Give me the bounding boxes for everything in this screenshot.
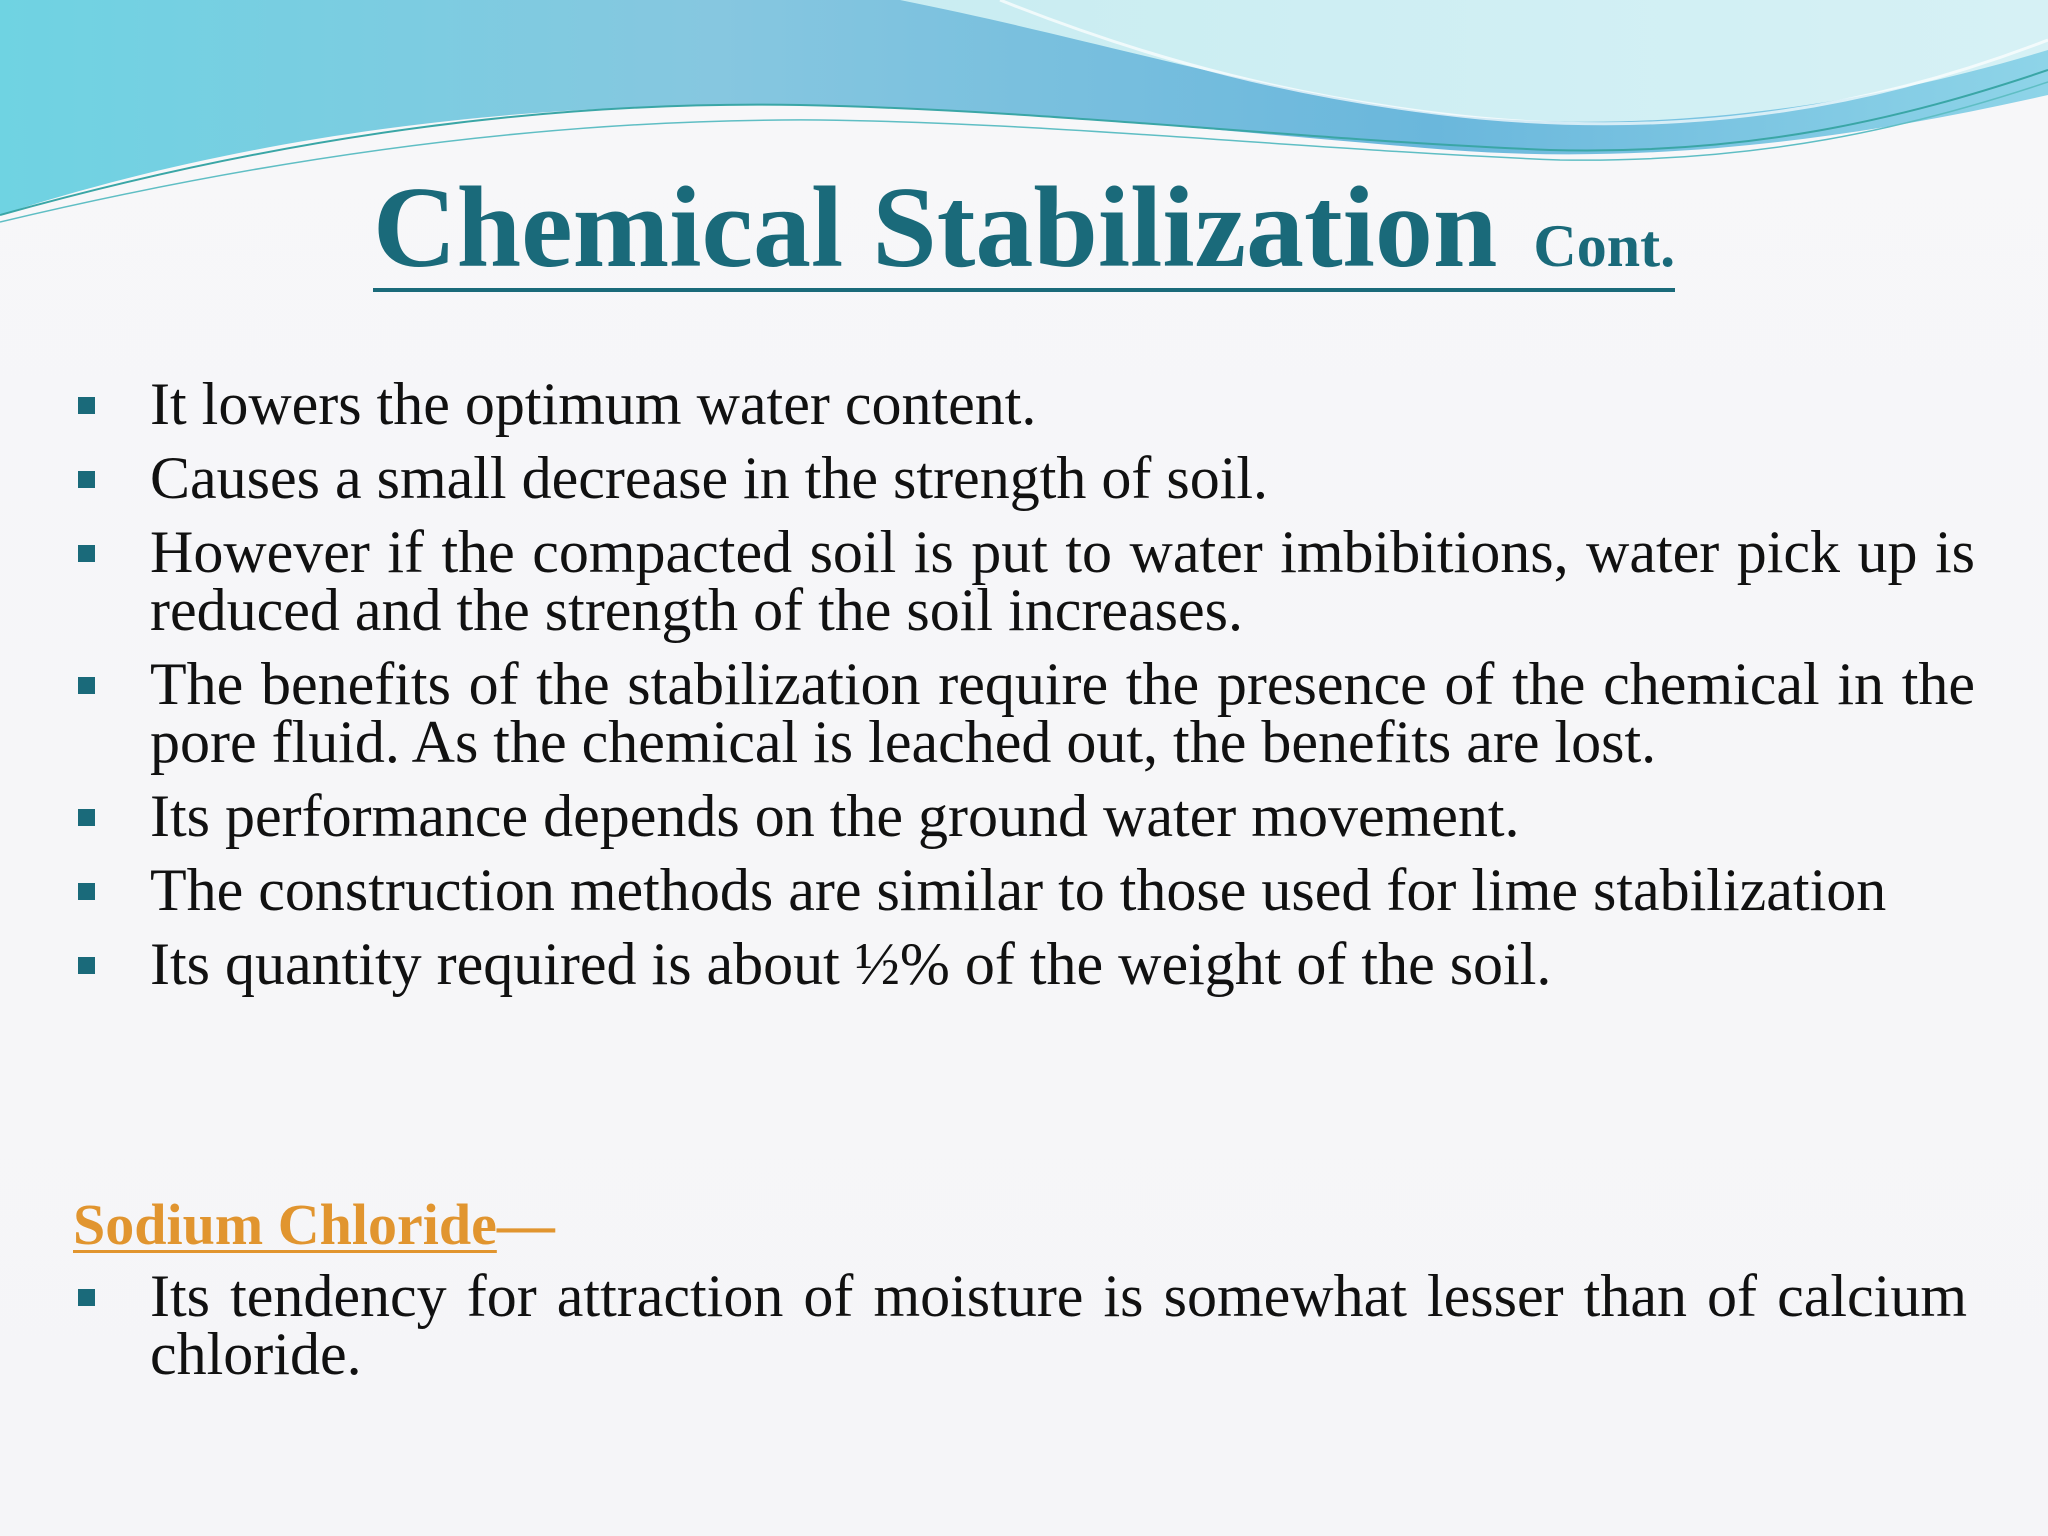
square-bullet-icon: [78, 677, 95, 694]
bullet-item: [75, 1263, 1967, 1387]
square-bullet-icon: [78, 1289, 95, 1306]
square-bullet-icon: [78, 397, 95, 414]
bullet-list: [75, 371, 1975, 1009]
bullet-text: Causes a small decrease in the strength of soil.: [150, 445, 1269, 511]
bullet-item: [75, 857, 1975, 923]
subheading-dash: —: [496, 1192, 555, 1257]
bullet-item: [75, 651, 1975, 775]
bullet-item: [75, 783, 1975, 849]
bullet-item: [75, 445, 1975, 511]
square-bullet-icon: [78, 957, 95, 974]
square-bullet-icon: [78, 545, 95, 562]
bullet-text: The benefits of the stabilization require the presence of the chemical in the pore fluid. As the chemical is leached out, the benefits are lost.: [150, 651, 1975, 775]
bullet-text: The construction methods are similar to those used for lime stabilization: [150, 857, 1887, 923]
bullet-list-sodium-chloride: [75, 1263, 1967, 1399]
bullet-item: [75, 519, 1975, 643]
subheading-text: Sodium Chloride: [73, 1192, 497, 1257]
bullet-text: Its performance depends on the ground water movement.: [150, 783, 1520, 849]
bullet-text: However if the compacted soil is put to water imbibitions, water pick up is reduced and the strength of the soil increases.: [150, 519, 1975, 643]
bullet-text: Its tendency for attraction of moisture is somewhat lesser than of calcium chloride.: [150, 1263, 1967, 1387]
square-bullet-icon: [78, 809, 95, 826]
bullet-item: [75, 371, 1975, 437]
bullet-text: It lowers the optimum water content.: [150, 371, 1037, 437]
square-bullet-icon: [78, 471, 95, 488]
title-main-text: Chemical Stabilization: [372, 164, 1498, 292]
title-underline: [372, 164, 1676, 292]
slide-title: [0, 164, 2048, 292]
bullet-item: [75, 931, 1975, 997]
title-suffix-text: Cont.: [1533, 213, 1676, 279]
bullet-text: Its quantity required is about ½% of the weight of the soil.: [150, 931, 1552, 997]
section-subheading: [73, 1192, 555, 1257]
square-bullet-icon: [78, 883, 95, 900]
